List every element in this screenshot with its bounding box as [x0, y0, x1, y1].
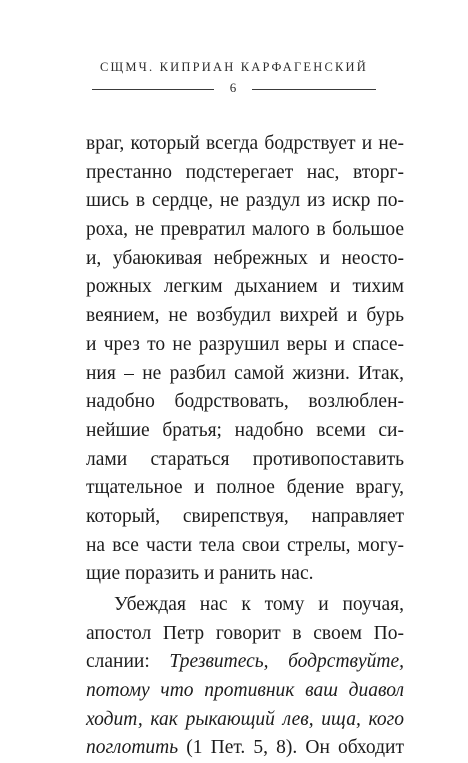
body-text — [86, 130, 404, 763]
header-rule-right — [252, 89, 376, 90]
text-line: шись в сердце, не раздул из искр по- — [86, 190, 404, 212]
scripture-quote: Трезвитесь, бодрствуйте, — [169, 651, 405, 673]
text-line: апостол Петр говорит в своем По- — [86, 622, 404, 644]
text-line: веянием, не возбудил вихрей и бурь — [86, 305, 404, 327]
running-head-title: СЩМЧ. КИПРИАН КАРФАГЕНСКИЙ — [99, 60, 369, 74]
text-line: роха, не превратил малого в большое — [86, 219, 404, 241]
text-line: щие поразить и ранить нас. — [86, 563, 314, 585]
text-line: на все части тела свои стрелы, могу- — [86, 534, 404, 556]
text-line — [86, 734, 404, 763]
text-line: враг, который всегда бодрствует и не- — [86, 133, 404, 154]
text-line: тщательное и полное бдение врагу, — [86, 477, 404, 499]
scripture-quote: потому что противник ваш диавол — [86, 680, 404, 702]
text-span: слании: — [86, 651, 170, 673]
page-number: 6 — [214, 80, 252, 96]
paragraph-2 — [86, 591, 404, 763]
text-line: лами стараться противопоставить — [86, 448, 404, 470]
text-line: надобно бодрствовать, возлюблен- — [86, 391, 404, 413]
text-line: и, убаюкивая небрежных и неосто- — [86, 247, 404, 269]
text-line — [86, 648, 404, 677]
text-line: престанно подстерегает нас, вторг- — [86, 161, 404, 183]
scripture-quote: ходит, как рыкающий лев, ища, кого — [86, 708, 404, 730]
text-line: нейшие братья; надобно всеми си- — [86, 419, 404, 441]
text-line: и чрез то не разрушил веры и спасе- — [86, 333, 404, 355]
header-rule-left — [92, 89, 214, 90]
text-line: рожных легким дыханием и тихим — [86, 276, 404, 298]
paragraph-1 — [86, 130, 404, 589]
text-line: Убеждая нас к тому и поучая, — [114, 594, 404, 615]
scripture-quote: поглотить — [86, 737, 179, 759]
text-line: который, свирепствуя, направляет — [86, 505, 404, 527]
text-line: ния – не разбил самой жизни. Итак, — [86, 362, 404, 384]
scripture-reference: (1 Пет. 5, 8). Он обходит — [178, 737, 404, 759]
